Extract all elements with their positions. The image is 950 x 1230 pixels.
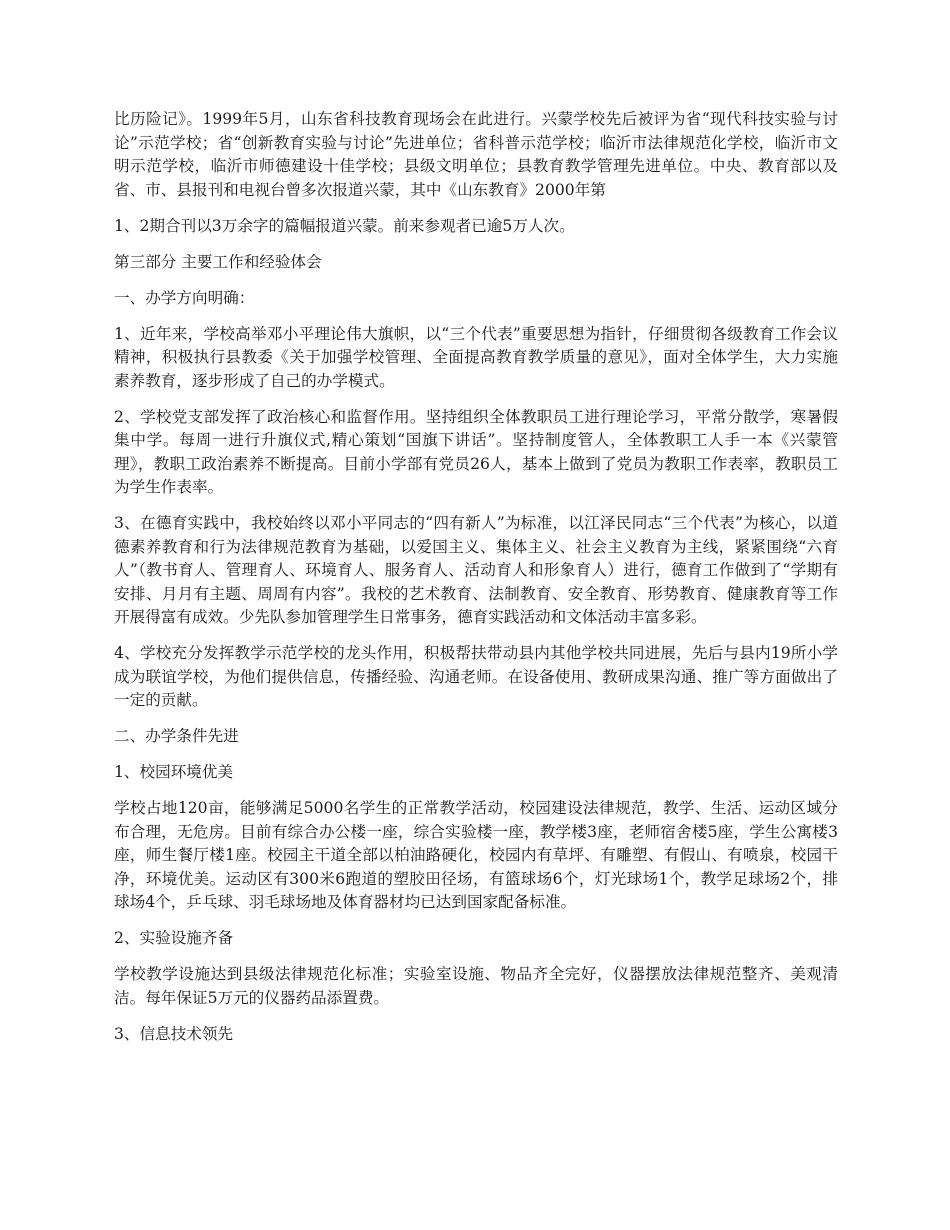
paragraph-direction-1: 1、近年来，学校高举邓小平理论伟大旗帜，以“三个代表”重要思想为指针，仔细贯彻各级教育工作会议精神，积极执行县教委《关于加强学校管理、全面提高教育教学质量的意见》，面对全体学生，大力实施素养教育，逐步形成了自己的办学模式。 (114, 324, 838, 390)
subheading-direction: 一、办学方向明确： (114, 288, 255, 307)
subheading-conditions: 二、办学条件先进 (114, 727, 239, 745)
document-page (114, 108, 838, 1059)
paragraph-lab: 学校教学设施达到县级法律规范化标准；实验室设施、物品齐全完好，仪器摆放法律规范整齐、美观清洁。每年保证5万元的仪器药品添置费。 (114, 965, 838, 1007)
paragraph-direction-4: 4、学校充分发挥教学示范学校的龙头作用，积极帮扶带动县内其他学校共同进展，先后与县内19所小学成为联谊学校，为他们提供信息，传播经验、沟通老师。在设备使用、教研成果沟通、推广等方面做出了一定的贡献。 (114, 644, 838, 709)
paragraph-direction-2: 2、学校党支部发挥了政治核心和监督作用。坚持组织全体教职员工进行理论学习，平常分散学，寒暑假集中学。每周一进行升旗仪式,精心策划“国旗下讲话”。坚持制度管人，全体教职工人手一本《兴蒙管理》，教职工政治素养不断提高。目前小学部有党员26人，基本上做到了党员为教职工作表率，教职员工为学生作表率。 (114, 407, 838, 496)
subheading-campus: 1、校园环境优美 (114, 763, 234, 781)
paragraph-honors: 比历险记》。1999年5月，山东省科技教育现场会在此进行。兴蒙学校先后被评为省“现代科技实验与讨论”示范学校；省“创新教育实验与讨论”先进单位；省科普示范学校；临沂市法律规范化学校，临沂市文明示范学校，临沂市师德建设十佳学校；县级文明单位；县教育教学管理先进单位。中央、教育部以及省、市、县报刊和电视台曾多次报道兴蒙，其中《山东教育》2000年第 (114, 110, 838, 199)
paragraph-reports: 1、2期合刊以3万余字的篇幅报道兴蒙。前来参观者已逾5万人次。 (114, 216, 575, 235)
section-heading-part-three: 第三部分 主要工作和经验体会 (114, 252, 322, 271)
subheading-lab: 2、实验设施齐备 (114, 929, 234, 947)
subheading-it: 3、信息技术领先 (114, 1024, 234, 1043)
paragraph-campus: 学校占地120亩，能够满足5000名学生的正常教学活动，校园建设法律规范，教学、生活、运动区域分布合理，无危房。目前有综合办公楼一座，综合实验楼一座，教学楼3座，老师宿舍楼5座，学生公寓楼3座，师生餐厅楼1座。校园主干道全部以柏油路硬化，校园内有草坪、有雕塑、有假山、有喷泉，校园干净，环境优美。运动区有300米6跑道的塑胶田径场，有篮球场6个，灯光球场1个，教学足球场2个，排球场4个，乒乓球、羽毛球场地及体育器材均已达到国家配备标准。 (114, 799, 838, 911)
paragraph-direction-3: 3、在德育实践中，我校始终以邓小平同志的“四有新人”为标准，以江泽民同志“三个代表”为核心，以道德素养教育和行为法律规范教育为基础，以爱国主义、集体主义、社会主义教育为主线，紧紧围绕“六育人”（教书育人、管理育人、环境育人、服务育人、活动育人和形象育人）进行，德育工作做到了“学期有安排、月月有主题、周周有内容”。我校的艺术教育、法制教育、安全教育、形势教育、健康教育等工作开展得富有成效。少先队参加管理学生日常事务，德育实践活动和文体活动丰富多彩。 (114, 514, 838, 626)
